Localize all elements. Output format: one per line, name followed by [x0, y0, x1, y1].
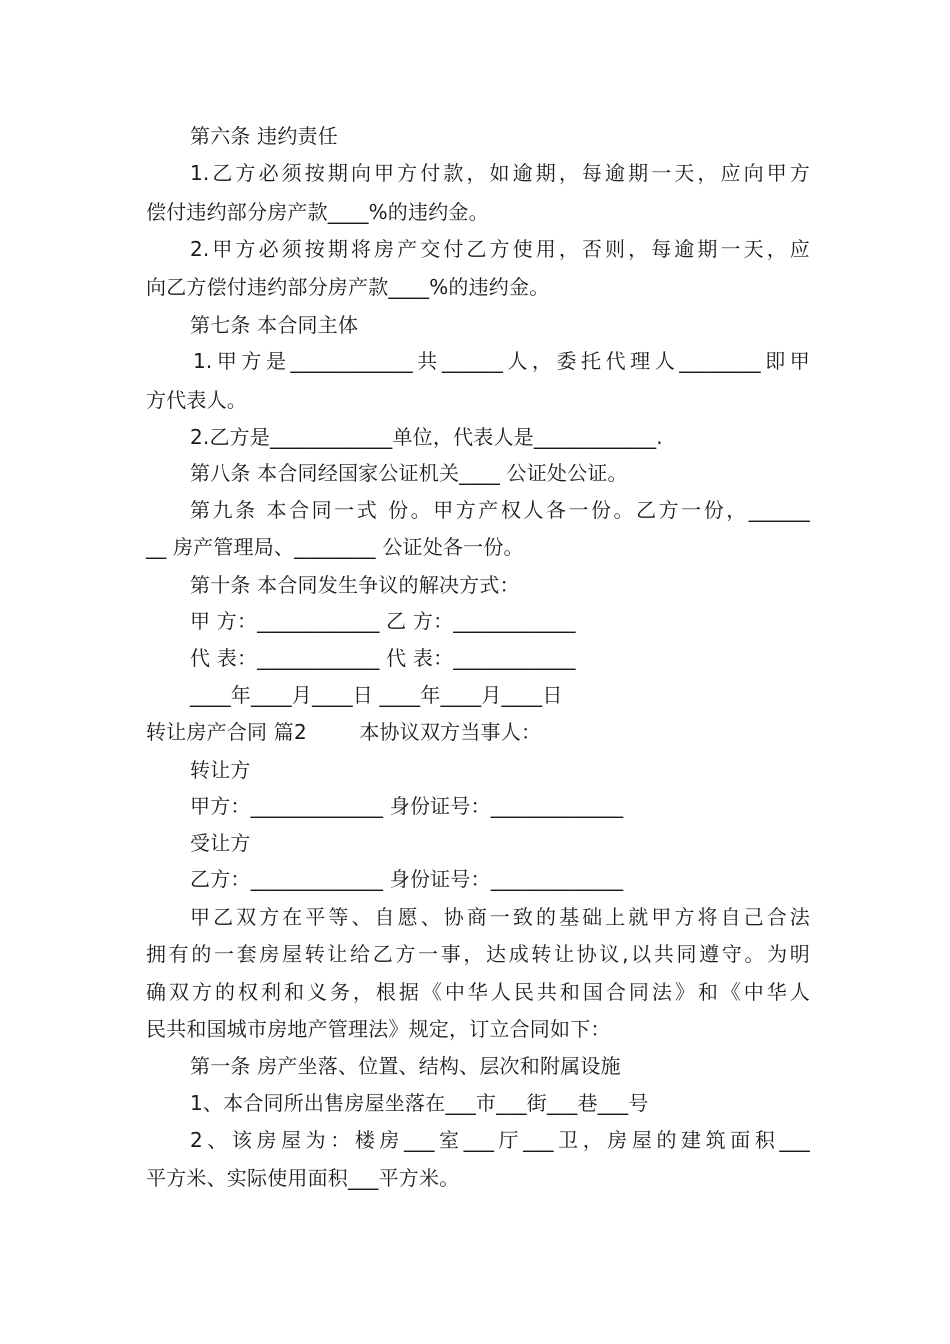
- text-line: 拥有的一套房屋转让给乙方一事，达成转让协议,以共同遵守。为明: [146, 942, 810, 966]
- article-8-line: 第八条 本合同经国家公证机关____ 公证处公证。: [190, 461, 628, 485]
- text-line: 甲乙双方在平等、自愿、协商一致的基础上就甲方将自己合法: [190, 905, 810, 929]
- text-line: 2.甲方必须按期将房产交付乙方使用，否则，每逾期一天，应: [190, 237, 810, 261]
- text-line: 民共和国城市房地产管理法》规定，订立合同如下：: [146, 1017, 611, 1041]
- contract-2-heading: 转让房产合同 篇2 本协议双方当事人：: [146, 720, 542, 744]
- party-a-id-line: 甲方：_____________ 身份证号：_____________: [190, 794, 624, 818]
- party-b-id-line: 乙方：_____________ 身份证号：_____________: [190, 867, 624, 891]
- text-line: 平方米、实际使用面积___平方米。: [146, 1166, 460, 1190]
- text-line: 1.乙方必须按期向甲方付款，如逾期，每逾期一天，应向甲方: [190, 161, 810, 185]
- article-10-line: 第十条 本合同发生争议的解决方式：: [190, 573, 520, 597]
- text-line: 1.甲方是____________共______人，委托代理人________即甲: [193, 349, 810, 373]
- article-7-heading: 第七条 本合同主体: [190, 313, 359, 337]
- text-line: 确双方的权利和义务，根据《中华人民共和国合同法》和《中华人: [146, 980, 810, 1004]
- text-line: 1、本合同所出售房屋坐落在___市___街___巷___号: [190, 1091, 649, 1115]
- signature-date-line: ____年____月____日 ____年____月____日: [190, 683, 563, 707]
- signature-party-line: 甲 方：____________ 乙 方：____________: [190, 609, 576, 633]
- text-line: 2.乙方是____________单位，代表人是____________.: [190, 425, 663, 449]
- article-1-heading: 第一条 房产坐落、位置、结构、层次和附属设施: [190, 1054, 621, 1078]
- text-line: 方代表人。: [146, 388, 247, 412]
- article-9-line: 第九条 本合同一式 份。甲方产权人各一份。乙方一份，______: [190, 498, 810, 522]
- text-line: 2、该房屋为：楼房___室___厅___卫，房屋的建筑面积___: [190, 1128, 810, 1152]
- text-line: 向乙方偿付违约部分房产款____%的违约金。: [146, 275, 550, 299]
- signature-representative-line: 代 表：____________ 代 表：____________: [190, 646, 576, 670]
- article-6-heading: 第六条 违约责任: [190, 124, 338, 148]
- transferee-label: 受让方: [190, 831, 251, 855]
- text-line: __ 房产管理局、________ 公证处各一份。: [146, 535, 524, 559]
- transferor-label: 转让方: [190, 758, 251, 782]
- text-line: 偿付违约部分房产款____%的违约金。: [146, 200, 489, 224]
